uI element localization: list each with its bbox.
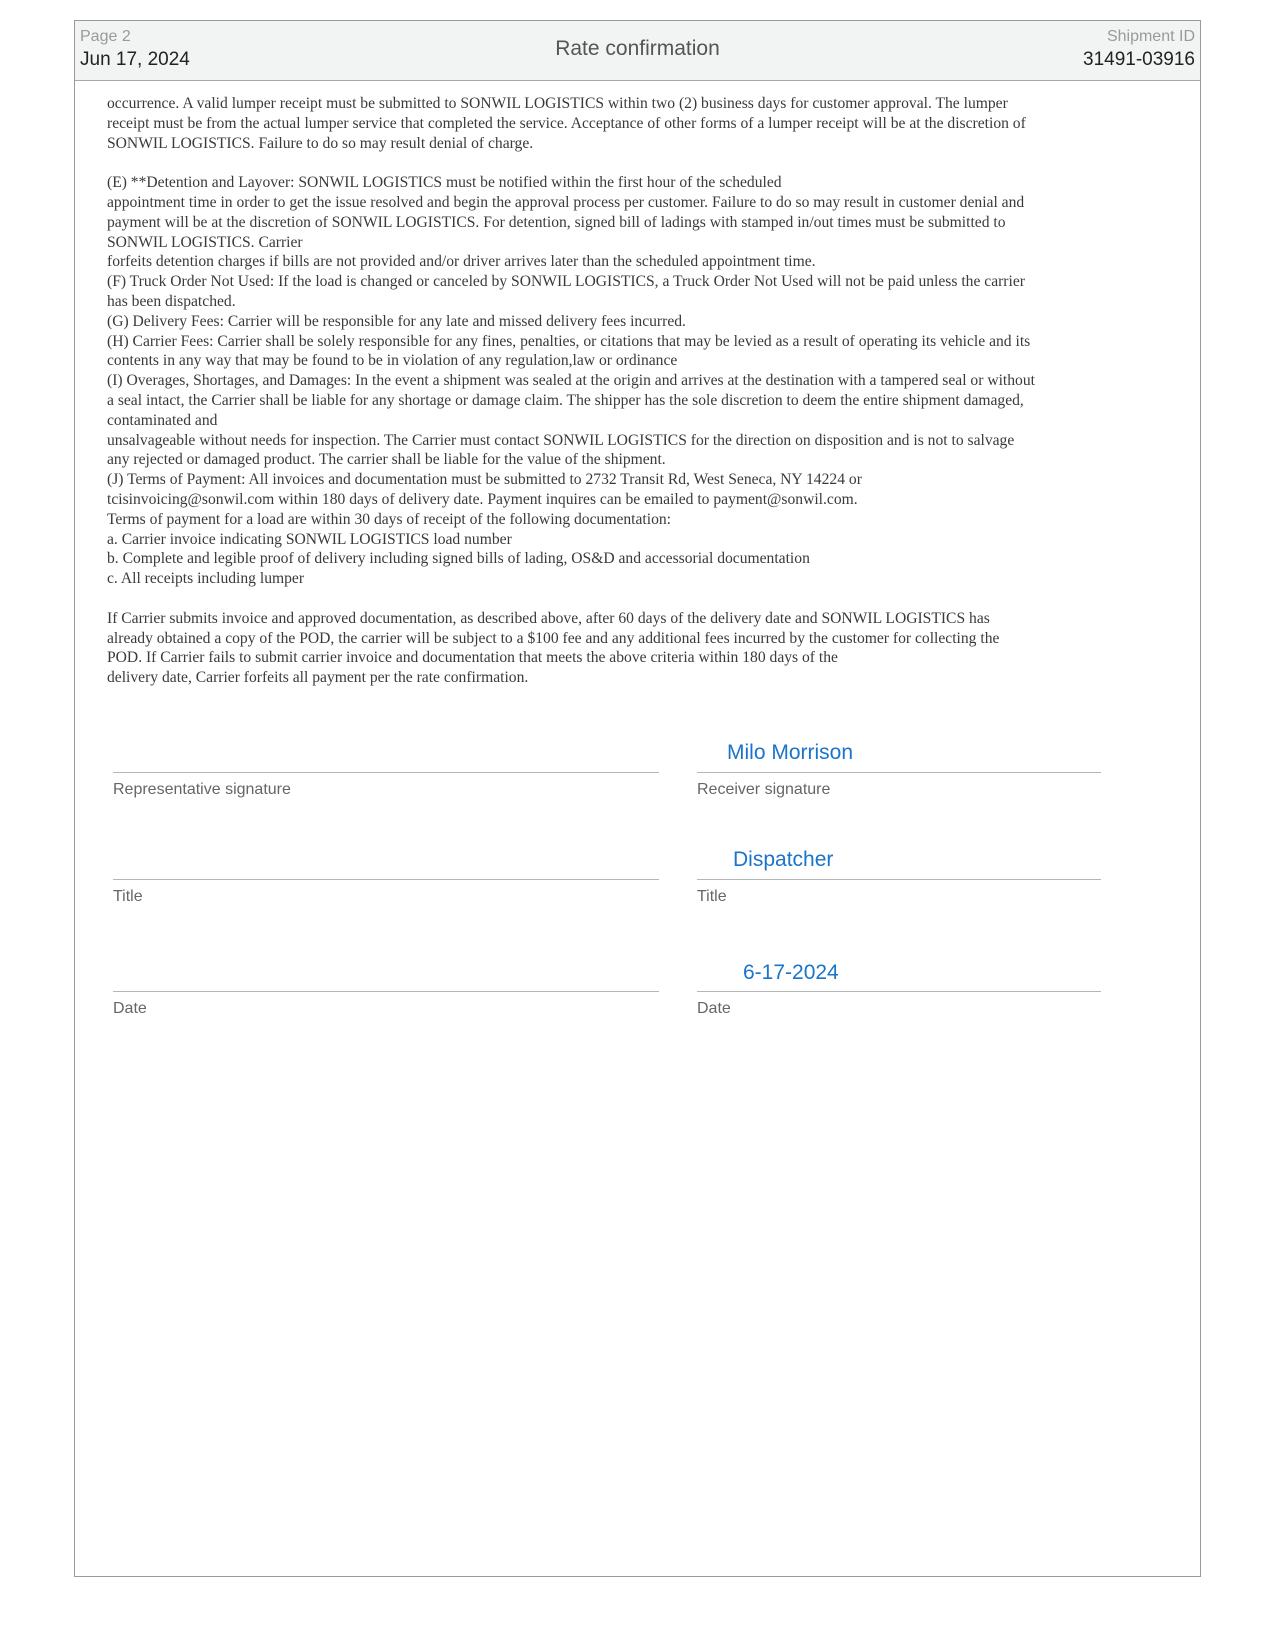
receiver-signature-line	[697, 772, 1101, 773]
receiver-signature-value: Milo Morrison	[727, 741, 854, 764]
header-right	[1083, 27, 1195, 73]
terms-line: (F) Truck Order Not Used: If the load is changed or canceled by SONWIL LOGISTICS, a Truck Order Not Used will not be paid unless the carrier	[107, 273, 1025, 291]
rep-title-label: Title	[113, 888, 143, 905]
rep-title-field[interactable]	[113, 827, 659, 917]
terms-line: has been dispatched.	[107, 292, 236, 310]
receiver-signature-label: Receiver signature	[697, 781, 831, 798]
terms-line: a. Carrier invoice indicating SONWIL LOGISTICS load number	[107, 530, 512, 548]
terms-line: b. Complete and legible proof of delivery including signed bills of lading, OS&D and accessorial documentation	[107, 550, 810, 568]
terms-line: payment will be at the discretion of SONWIL LOGISTICS. For detention, signed bill of ladings with stamped in/out times must be submitted to	[107, 213, 1006, 231]
receiver-title-value: Dispatcher	[733, 848, 834, 871]
terms-line: any rejected or damaged product. The carrier shall be liable for the value of the shipment.	[107, 451, 666, 469]
receiver-date-field[interactable]	[697, 939, 1101, 1029]
terms-line: occurrence. A valid lumper receipt must be submitted to SONWIL LOGISTICS within two (2) business days for customer approval. The lumper	[107, 95, 1008, 112]
terms-line: (J) Terms of Payment: All invoices and documentation must be submitted to 2732 Transit Rd, West Seneca, NY 14224 or	[107, 471, 862, 489]
document-page	[74, 20, 1201, 1577]
document-date: Jun 17, 2024	[80, 49, 190, 70]
terms-line: receipt must be from the actual lumper service that completed the service. Acceptance of other forms of a lumper receipt will be at the discretion of	[107, 114, 1026, 132]
receiver-date-label: Date	[697, 1000, 731, 1017]
terms-line: SONWIL LOGISTICS. Carrier	[107, 233, 303, 251]
terms-line: already obtained a copy of the POD, the carrier will be subject to a $100 fee and any additional fees incurred by the customer for collecting the	[107, 629, 1000, 647]
paragraph-gap	[107, 153, 1177, 173]
paragraph-gap	[107, 589, 1177, 609]
terms-line: delivery date, Carrier forfeits all payment per the rate confirmation.	[107, 669, 529, 687]
rep-date-label: Date	[113, 1000, 147, 1017]
shipment-id: 31491-03916	[1083, 49, 1195, 70]
terms-text	[107, 94, 1177, 688]
terms-line: SONWIL LOGISTICS. Failure to do so may result denial of charge.	[107, 134, 534, 152]
terms-line: (H) Carrier Fees: Carrier shall be solely responsible for any fines, penalties, or citations that may be levied as a result of operating its vehicle and its	[107, 332, 1031, 350]
terms-line: If Carrier submits invoice and approved documentation, as described above, after 60 days of the delivery date and SONWIL LOGISTICS has	[107, 609, 990, 627]
terms-line: a seal intact, the Carrier shall be liable for any shortage or damage claim. The shipper has the sole discretion to deem the entire shipment damaged,	[107, 391, 1024, 409]
receiver-signature-field[interactable]	[697, 721, 1101, 811]
terms-line: appointment time in order to get the issue resolved and begin the approval process per customer. Failure to do so may result in customer denial and	[107, 193, 1025, 211]
terms-line: contents in any way that may be found to be in violation of any regulation,law or ordinance	[107, 352, 678, 370]
terms-line: POD. If Carrier fails to submit carrier invoice and documentation that meets the above criteria within 180 days of the	[107, 649, 838, 667]
rep-signature-label: Representative signature	[113, 781, 291, 798]
terms-line: contaminated and	[107, 411, 218, 429]
rep-signature-line	[113, 772, 659, 773]
terms-line: (I) Overages, Shortages, and Damages: In the event a shipment was sealed at the origin and arrives at the destination with a tampered seal or without	[107, 372, 1035, 390]
page-header	[75, 21, 1200, 81]
receiver-date-line	[697, 991, 1101, 992]
receiver-title-label: Title	[697, 888, 727, 905]
shipment-id-label: Shipment ID	[1106, 28, 1195, 45]
receiver-title-line	[697, 879, 1101, 880]
rep-date-field[interactable]	[113, 939, 659, 1029]
rep-date-line	[113, 991, 659, 992]
rep-title-line	[113, 879, 659, 880]
terms-line: unsalvageable without needs for inspection. The Carrier must contact SONWIL LOGISTICS for the direction on disposition and is not to salvage	[107, 431, 1015, 449]
terms-line: tcisinvoicing@sonwil.com within 180 days of delivery date. Payment inquires can be emailed to payment@sonwil.com.	[107, 490, 858, 508]
rep-signature-field[interactable]	[113, 721, 659, 811]
page-number: Page 2	[80, 28, 131, 45]
terms-line: Terms of payment for a load are within 30 days of receipt of the following documentation:	[107, 510, 672, 528]
terms-line: (G) Delivery Fees: Carrier will be responsible for any late and missed delivery fees incurred.	[107, 312, 686, 330]
terms-line: c. All receipts including lumper	[107, 570, 305, 588]
terms-line: (E) **Detention and Layover: SONWIL LOGISTICS must be notified within the first hour of the scheduled	[107, 174, 782, 192]
receiver-date-value: 6-17-2024	[743, 961, 839, 984]
receiver-title-field[interactable]	[697, 827, 1101, 917]
terms-line: forfeits detention charges if bills are not provided and/or driver arrives later than the scheduled appointment time.	[107, 253, 816, 271]
document-title: Rate confirmation	[555, 37, 720, 60]
